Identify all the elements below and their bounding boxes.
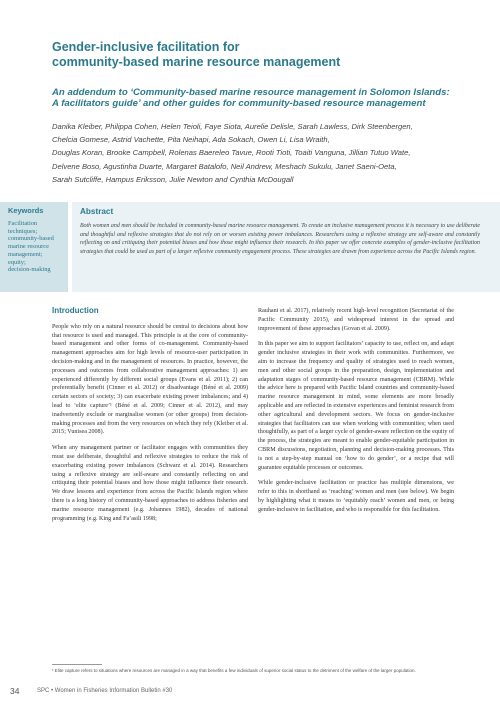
paper-subtitle-line-2: A facilitators guide’ and other guides for community-based resource management <box>52 98 426 109</box>
column-left <box>52 307 248 530</box>
keywords-title: Keywords <box>8 206 44 215</box>
keyword-item: decision-making <box>8 266 51 274</box>
abstract-box <box>72 202 500 292</box>
column-right <box>258 307 454 522</box>
journal-name: SPC • Women in Fisheries Information Bulletin #30 <box>37 688 173 694</box>
paper-subtitle <box>52 87 482 109</box>
body-paragraph: When any management partner or facilitator engages with communities they must use deliberate, thoughtful and reflexive strategies to reduce the risk of exacerbating existing power imbalances (Schwarz et al. 2014). Researchers using a reflexive strategy are self-aware and constantly reflecting on and critiquing their potential biases and how those might influence their research. We draw lessons and experience from across the Pacific Islands region where there is a long history of community-based approaches to address fisheries and marine resource management (e.g. Johannes 1982), decades of national programming (e.g. King and Fa’asili 1998; <box>52 445 248 522</box>
author-line: Danika Kleiber, Philippa Cohen, Helen Teioli, Faye Siota, Aurelie Delisle, Sarah Lawless, Dirk Steenbergen, <box>52 122 413 131</box>
abstract-text: Both women and men should be included in community-based marine resource management. To create an inclusive management process it is necessary to use deliberate and thoughtful and reflexive strategies that do not rely on or worsen existing power imbalances. Researchers using a reflexive strategy are self-aware and constantly reflecting on and critiquing their potential biases and how those might influence their research. In this paper we offer concrete examples of gender-inclusive facilitation strategies that could be used as part of a larger reflexive community engagement process. These strategies are drawn from experience across the Pacific Islands region. <box>80 223 480 256</box>
introduction-heading: Introduction <box>52 306 99 315</box>
body-paragraph: People who rely on a natural resource should be central to decisions about how that resource is used and managed. This principle is at the core of community-based management and other forms of co-management. Community-based management approaches aim for high levels of resource-user participation in decision-making and in the management of resources. In practice, however, the processes and outcomes from collaborative management approaches: 1) are experienced differently by different social groups (Evans et al. 2011); 2) can preferentially benefit (Cinner et al. 2012) or disadvantage (Béné et al. 2009) certain sectors of society; 3) can exacerbate existing power imbalances; and 4) lead to ‘elite capture’¹ (Béné et al. 2009; Cinner et al. 2012), and may inadvertently exclude or marginalise women (or other groups) from decision-making processes and from the very resources on which they rely (Kleiber et al. 2015; Vunisea 2008). <box>52 323 248 436</box>
author-line: Delvene Boso, Agustinha Duarte, Margaret Batalofo, Neil Andrew, Meshach Sukulu, Janet Saeni-Oeta, <box>52 161 397 171</box>
keywords-list <box>8 220 65 274</box>
keywords-box <box>0 202 68 292</box>
abstract-title: Abstract <box>80 207 114 216</box>
page-number: 34 <box>10 686 20 696</box>
author-line: Chelcia Gomese, Astrid Vachette, Pita Neihapi, Ada Sokach, Owen Li, Lisa Wraith, <box>52 135 330 145</box>
paper-title <box>52 40 472 70</box>
footnote-divider <box>52 664 102 665</box>
keyword-item: community-based marine resource management; <box>8 235 54 258</box>
author-line: Sarah Sutcliffe, Hampus Eriksson, Julie Newton and Cynthia McDougall <box>52 174 294 184</box>
paper-subtitle-line-1: An addendum to ‘Community-based marine resource management in Solomon Islands: <box>52 87 450 98</box>
footnote: ¹ Elite capture refers to situations where resources are managed in a way that benefits a few individuals of superior social status to the detriment of the welfare of the larger population. <box>52 668 416 673</box>
keyword-item: Facilitation techniques; <box>8 220 38 235</box>
page-footer <box>0 684 500 707</box>
paper-title-line-1: Gender-inclusive facilitation for <box>52 40 240 54</box>
author-list <box>52 120 482 186</box>
keyword-item: equity; <box>8 258 26 266</box>
body-paragraph: In this paper we aim to support facilitators’ capacity to use, reflect on, and adapt gender inclusive strategies in their work with communities. Furthermore, we aim to increase the frequency and quality of strategies used to reach women, men and other social groups in the preparation, design, implementation and adaptation stages of community-based resource management (CBRM). While the advice here is prepared with Pacific Island countries and community-based marine resource management in mind, some elements are more broadly applicable and are reflected in extensive experiences and feminist research from other agricultural and development sectors. We focus on gender-inclusive strategies that facilitators can use when working with communities; when used thoughtfully, as part of a larger cycle of gender-aware reflection on the equity of the process, the strategies are meant to enable gender-equitable participation in CBRM discussions, negotiation, planning and decision-making processes. This is not a step-by-step manual on ‘how to do gender’, or a recipe that will guarantee equitable processes or outcomes. <box>258 341 454 471</box>
body-paragraph: While gender-inclusive facilitation or practice has multiple dimensions, we refer to this in shorthand as ‘reaching’ women and men (see below). We begin by highlighting what it means to ‘equitably reach’ women and men, or being gender-inclusive in facilitation, and who is responsible for this facilitation. <box>258 480 454 513</box>
body-paragraph: Rauhani et al. 2017), relatively recent high-level recognition (Secretariat of the Pacific Community 2015), and widespread interest in the spread and improvement of these approaches (Govan et al. 2009). <box>258 308 454 332</box>
paper-title-line-2: community-based marine resource management <box>52 55 341 69</box>
author-line: Douglas Koran, Brooke Campbell, Rolenas Baereleo Tavue, Rooti Tioti, Toaiti Vanguna, Jillian Tutuo Wate, <box>52 148 411 158</box>
